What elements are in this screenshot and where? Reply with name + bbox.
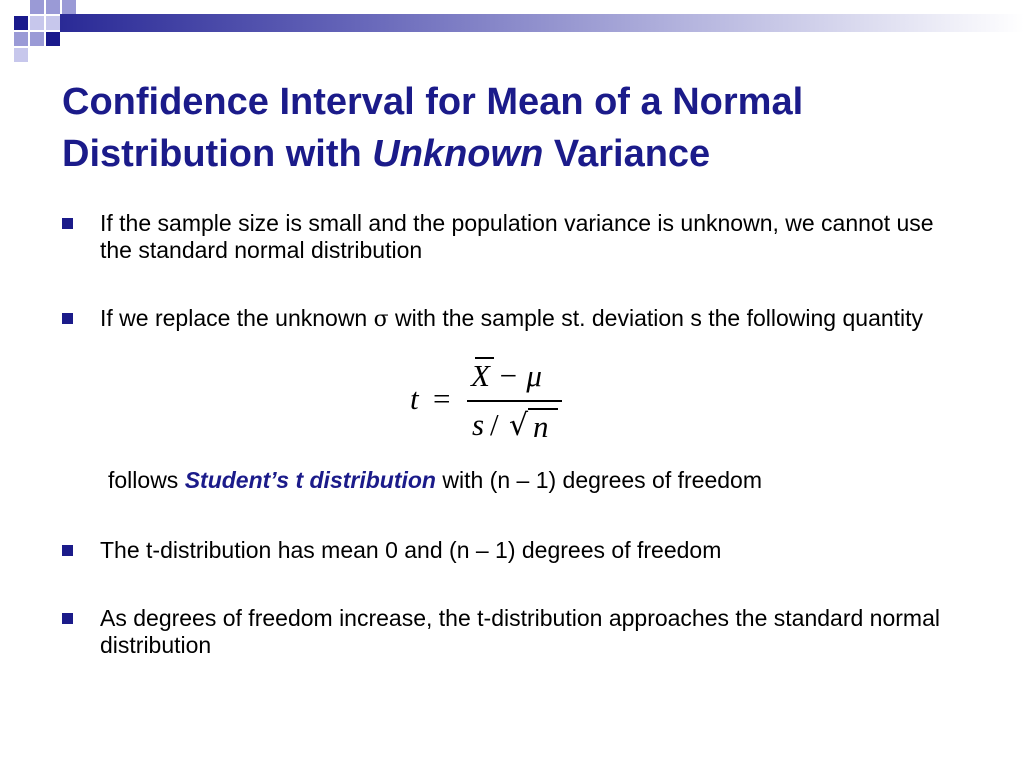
bullet-text [100,305,960,333]
bullet-text: The t-distribution has mean 0 and (n – 1) degrees of freedom [100,537,722,563]
title-line-1: Confidence Interval for Mean of a Normal [62,81,804,123]
t-statistic-formula [405,348,585,448]
follows-emphasis: Student’s t distribution [184,467,436,493]
follows-prefix: follows [108,467,185,493]
formula-lhs: t [410,381,419,416]
bullet-text: If the sample size is small and the population variance is unknown, we cannot use the standard normal distribution [100,210,934,263]
square-bullet-icon [62,313,73,324]
title-emphasis: Unknown [372,133,544,175]
formula-denominator-s: s [472,407,485,442]
bullet-text-prefix: If we replace the unknown [100,305,374,331]
title-line-2-prefix: Distribution with [62,133,373,175]
slide-title [62,76,1002,180]
square-bullet-icon [62,545,73,556]
corner-squares-decoration [0,0,120,70]
formula-denominator-slash: / [490,407,499,442]
bullet-text: As degrees of freedom increase, the t-distribution approaches the standard normal distribution [100,605,940,658]
sigma-symbol: σ [373,307,389,332]
follows-statement [108,466,762,494]
fraction-bar [467,400,562,402]
title-line-2-suffix: Variance [543,133,711,175]
square-bullet-icon [62,218,73,229]
follows-suffix: with (n – 1) degrees of freedom [436,467,762,493]
bullet-text-suffix: with the sample st. deviation s the following quantity [388,305,924,331]
square-root-icon: √ [509,408,529,443]
header-gradient-bar [60,14,1024,32]
formula-denominator-n: n [533,409,549,444]
formula-equals: = [433,381,451,416]
square-bullet-icon [62,613,73,624]
formula-numerator: X − μ [471,358,542,393]
